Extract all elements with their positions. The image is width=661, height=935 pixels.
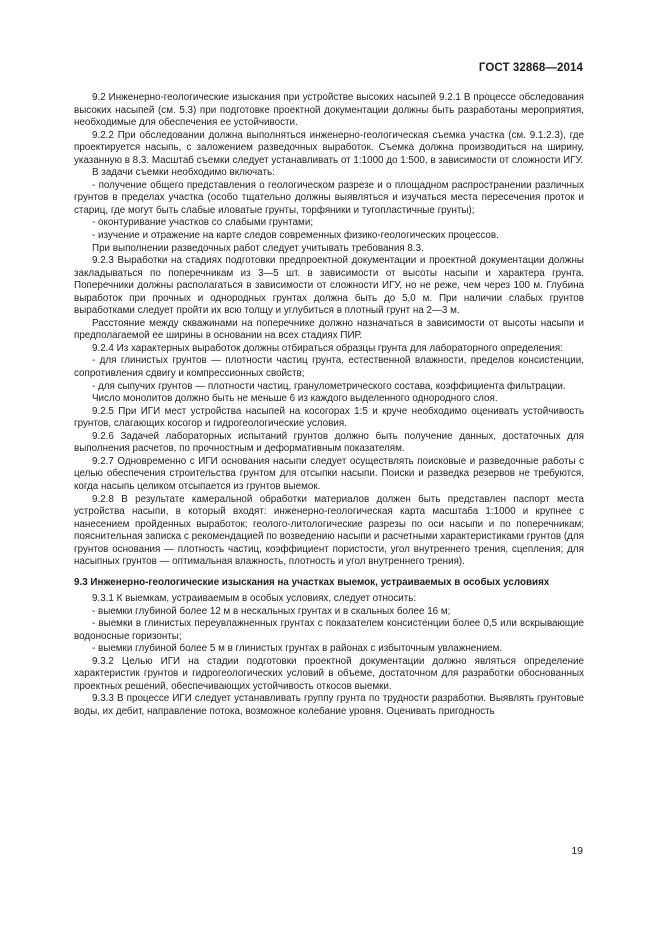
- paragraph: 9.2.8 В результате камеральной обработки материалов должен быть представлен паспорт места устройства насыпи, в который входят: инженерно-геологическая карта масштаба 1:1000 и крупнее с нанесением пройденных выработок; геолого-литологические разрезы по оси насыпи и по поперечникам; пояснительная записка с рекомендацией по возведению насыпи и расчетными характеристиками грунтов (для грунтов основания — плотность частиц, коэффициент пористости, угол внутреннего трения, сцепления; для насыпных грунтов — оптимальная влажность, плотность и угол внутреннего трения).: [74, 493, 584, 568]
- paragraph: Число монолитов должно быть не меньше 6 из каждого выделенного однородного слоя.: [92, 393, 498, 405]
- paragraph: В задачи съемки необходимо включать:: [92, 167, 275, 179]
- list-item: - изучение и отражение на карте следов современных физико-геологических процессов.: [92, 230, 499, 242]
- paragraph: Расстояние между скважинами на поперечнике должно назначаться в зависимости от высоты насыпи и предполагаемой ее ширины в основании на всех стадиях ПИР.: [74, 317, 584, 342]
- paragraph: 9.2 Инженерно-геологические изыскания при устройстве высоких насыпей 9.2.1 В процессе обследования высоких насыпей (см. 5.3) при подготовке проектной документации должны быть разработаны мероприятия, необходимые для обеспечения ее устойчивости.: [74, 92, 584, 129]
- paragraph: 9.2.2 При обследовании должна выполняться инженерно-геологическая съемка участка (см. 9.1.2.3), где проектируется насыпь, с заложением разведочных выработок. Съемка должна производиться на ширину, указанную в 8.3. Масштаб съемки следует устанавливать от 1:1000 до 1:500, в зависимости от сложности ИГУ.: [74, 129, 584, 166]
- list-item: - для глинистых грунтов — плотности частиц грунта, естественной влажности, пределов консистенции, сопротивления сдвигу и компрессионных свойств;: [74, 355, 584, 380]
- paragraph: 9.3.1 К выемкам, устраиваемым в особых условиях, следует относить:: [92, 593, 417, 605]
- list-item: - оконтуривание участков со слабыми грунтами;: [92, 217, 314, 229]
- paragraph: 9.3.3 В процессе ИГИ следует устанавливать группу грунта по трудности разработки. Выявлять грунтовые воды, их дебит, направление потока, возможное колебание уровня. Оценивать пригодность: [74, 693, 584, 717]
- paragraph: 9.3.2 Целью ИГИ на стадии подготовки проектной документации должно являться определение характеристик грунтов и гидрогеологических условий в объеме, достаточном для разработки обоснованных проектных решений, обеспечивающих устойчивость откосов выемки.: [74, 655, 584, 692]
- paragraph: При выполнении разведочных работ следует учитывать требования 8.3.: [92, 242, 424, 254]
- list-item: - выемки в глинистых переувлажненных грунтах с показателем консистенции более 0,5 или вскрывающие водоносные горизонты;: [74, 618, 584, 642]
- list-item: - для сыпучих грунтов — плотности частиц, гранулометрического состава, коэффициента фильтрации.: [92, 380, 566, 392]
- list-item: - получение общего представления о геологическом разрезе и о площадном распространении различных грунтов в пределах участка (особо тщательно должны выявляться и изучаться места пересечения проток и стариц, где могут быть слабые иловатые грунты, торфяники и тугопластичные грунты);: [74, 179, 584, 216]
- document-code-header: ГОСТ 32868—2014: [478, 62, 583, 74]
- paragraph: 9.2.4 Из характерных выработок должны отбираться образцы грунта для лабораторного определения:: [92, 342, 563, 354]
- document-body: [74, 92, 584, 719]
- list-item: - выемки глубиной более 12 м в нескальных грунтах и в скальных более 16 м;: [92, 605, 451, 617]
- list-item: - выемки глубиной более 5 м в глинистых грунтах в районах с избыточным увлажнением.: [92, 643, 503, 655]
- paragraph: 9.2.6 Задачей лабораторных испытаний грунтов должно быть получение данных, достаточных для выполнения расчетов, по прочностным и деформативным показателям.: [74, 430, 584, 455]
- paragraph: 9.2.3 Выработки на стадиях подготовки предпроектной документации и проектной документации должны закладываться по поперечникам из 3—5 шт. в зависимости от высоты насыпи и характера грунта. Поперечники должны располагаться в зависимости от сложности ИГУ, но не реже, чем через 100 м. Глубина выработок при прочных и однородных грунтах должна быть до 5,0 м. При наличии слабых грунтов выработками следует пройти их всю толщу и углубиться в плотный грунт на 2—3 м.: [74, 255, 584, 317]
- page-number: 19: [571, 845, 583, 857]
- paragraph: 9.2.7 Одновременно с ИГИ основания насыпи следует осуществлять поисковые и разведочные работы с целью обеспечения строительства грунтом для отсыпки насыпи. Поиски и разведка резервов не требуются, когда насыпь целиком отсыпается из грунтов выемок.: [74, 455, 584, 492]
- paragraph: 9.2.5 При ИГИ мест устройства насыпей на косогорах 1:5 и круче необходимо оценивать устойчивость грунтов, слагающих косогор и гидрогеологические условия.: [74, 405, 584, 430]
- section-heading: 9.3 Инженерно-геологические изыскания на участках выемок, устраиваемых в особых условиях: [74, 576, 550, 588]
